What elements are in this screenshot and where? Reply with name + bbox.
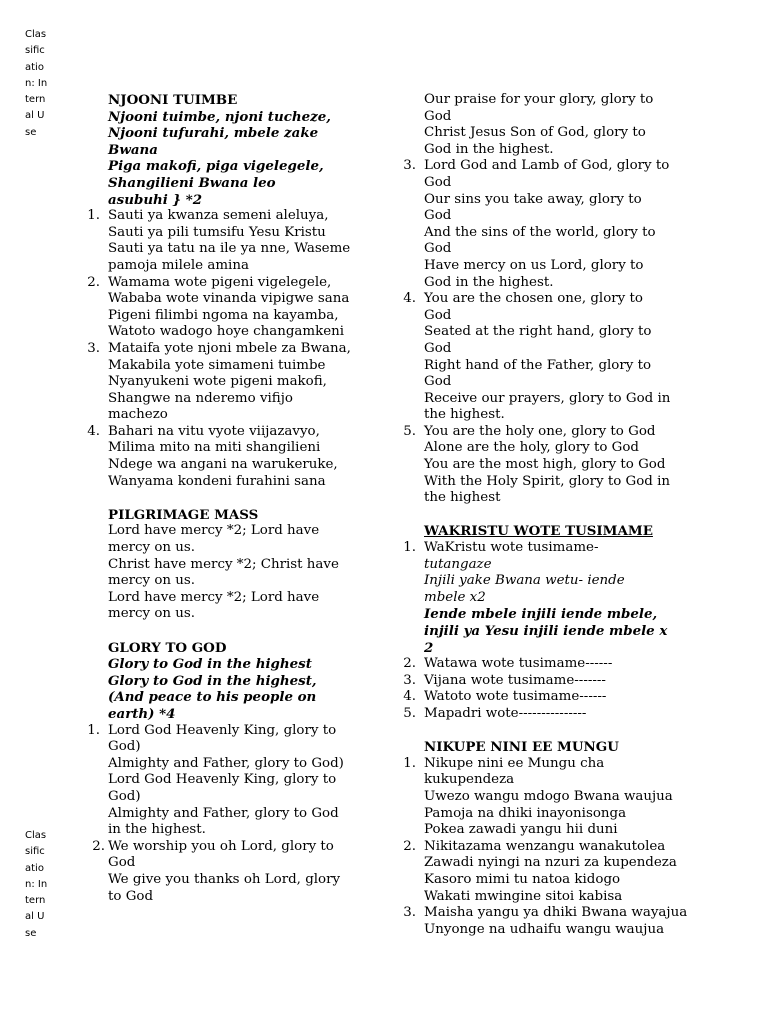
chorus-line: Njooni tufurahi, mbele zake — [108, 125, 319, 142]
verse-1 — [400, 540, 690, 656]
verse-line: the highest. — [424, 407, 505, 423]
verse-line: Receive our prayers, glory to God in — [424, 390, 671, 406]
verse-number: 2. — [87, 274, 100, 290]
section-title-pilgrimage-mass: PILGRIMAGE MASS — [108, 506, 259, 523]
verse-line: to God — [108, 888, 154, 904]
left-column — [84, 92, 364, 905]
verse-number: 1. — [403, 540, 416, 556]
verse-line: Pokea zawadi yangu hii duni — [424, 822, 618, 838]
verse-number: 5. — [403, 705, 416, 721]
list-item — [400, 673, 690, 690]
verse-line: Watoto wadogo hoye changamkeni — [108, 324, 345, 340]
verse-line: Injili yake Bwana wetu- iende — [424, 573, 625, 589]
verse-line: Maisha yangu ya dhiki Bwana wayajua — [424, 905, 688, 921]
text-line: Lord have mercy *2; Lord have — [108, 589, 320, 605]
verse-2 — [84, 839, 364, 905]
verse-line: Unyonge na udhaifu wangu waujua — [424, 921, 665, 937]
section-title-wakristu: WAKRISTU WOTE TUSIMAME — [424, 523, 653, 540]
chorus-line: Shangilieni Bwana leo — [108, 174, 276, 191]
verse-line: You are the most high, glory to God — [424, 457, 666, 473]
verse-line: Our sins you take away, glory to — [424, 191, 642, 207]
verse-line: Zawadi nyingi na nzuri za kupendeza — [424, 855, 677, 871]
verse-line: God — [424, 241, 452, 257]
verse-line: God — [424, 374, 452, 390]
verse-line: Kasoro mimi tu natoa kidogo — [424, 871, 621, 887]
chorus-line: Iende mbele injili iende mbele, — [424, 606, 658, 623]
verse-line: We give you thanks oh Lord, glory — [108, 871, 341, 887]
verse-5 — [400, 424, 690, 507]
verse-line: Nyanyukeni wote pigeni makofi, — [108, 374, 327, 390]
verse-number: 3. — [403, 905, 416, 921]
verse-3 — [400, 905, 690, 938]
verse-number: 2. — [403, 656, 416, 672]
verse-line: God — [424, 340, 452, 356]
verse-line: God — [424, 307, 452, 323]
verse-number: 1. — [87, 208, 100, 224]
verse-number: 3. — [403, 158, 416, 174]
chorus-line: asubuhi } *2 — [108, 191, 203, 208]
right-column — [400, 92, 690, 938]
verse-line: Almighty and Father, glory to God) — [108, 755, 344, 771]
verse-line: Almighty and Father, glory to God — [108, 805, 339, 821]
verse-line: Uwezo wangu mdogo Bwana waujua — [424, 788, 673, 804]
verse-line: God in the highest. — [424, 274, 554, 290]
verse-number: 4. — [403, 689, 416, 705]
verse-line: Sauti ya tatu na ile ya nne, Waseme — [108, 241, 351, 257]
text-line: Christ Jesus Son of God, glory to — [424, 125, 646, 141]
verse-1 — [84, 723, 364, 839]
section-title-njooni-tuimbe: NJOONI TUIMBE — [108, 92, 238, 108]
verse-line: Bahari na vitu vyote viijazavyo, — [108, 423, 320, 439]
verse-line: And the sins of the world, glory to — [424, 224, 656, 240]
list-item — [400, 656, 690, 673]
verse-number: 4. — [87, 423, 100, 439]
verse-line: Wanyama kondeni furahini sana — [108, 473, 326, 489]
verse-line: Alone are the holy, glory to God — [424, 440, 640, 456]
verse-line: Watoto wote tusimame------ — [424, 689, 607, 705]
verse-number: 5. — [403, 423, 416, 439]
verse-line: Wakati mwingine sitoi kabisa — [424, 888, 623, 904]
chorus-line: injili ya Yesu injili iende mbele x — [424, 623, 668, 639]
verse-line: You are the holy one, glory to God — [424, 423, 656, 439]
verse-number: 4. — [403, 291, 416, 307]
text-line: mercy on us. — [108, 540, 196, 556]
text-line: Our praise for your glory, glory to — [424, 92, 654, 107]
verse-line: in the highest. — [108, 822, 206, 838]
text-line: Lord have mercy *2; Lord have — [108, 523, 320, 539]
chorus-line: (And peace to his people on — [108, 689, 317, 706]
verse-line: Sauti ya pili tumsifu Yesu Kristu — [108, 224, 326, 240]
verse-line: Milima mito na miti shangilieni — [108, 440, 321, 456]
verse-line: the highest — [424, 490, 501, 506]
verse-line: Nikitazama wenzangu wanakutolea — [424, 838, 666, 854]
verse-number: 1. — [403, 755, 416, 771]
verse-line: Lord God Heavenly King, glory to — [108, 772, 337, 788]
verse-2 — [84, 275, 364, 341]
verse-2 — [400, 839, 690, 905]
text-line: mercy on us. — [108, 573, 196, 589]
verse-line: Pamoja na dhiki inayonisonga — [424, 805, 627, 821]
chorus-line: Glory to God in the highest — [108, 656, 312, 673]
verse-line: Makabila yote simameni tuimbe — [108, 357, 326, 373]
verse-line: machezo — [108, 407, 168, 423]
verse-line: God — [108, 855, 136, 871]
verse-number: 2. — [92, 838, 105, 854]
verse-number: 2. — [403, 838, 416, 854]
verse-line: Mapadri wote--------------- — [424, 705, 587, 721]
verse-line: With the Holy Spirit, glory to God in — [424, 473, 671, 489]
verse-line: God — [424, 208, 452, 224]
verse-line: WaKristu wote tusimame- — [424, 540, 599, 556]
chorus-line: Njooni tuimbe, njoni tucheze, — [108, 108, 331, 125]
verse-1 — [400, 756, 690, 839]
verse-line: Seated at the right hand, glory to — [424, 324, 652, 340]
verse-line: pamoja milele amina — [108, 257, 249, 273]
text-line: God — [424, 108, 452, 124]
verse-line: Watawa wote tusimame------ — [424, 656, 613, 672]
text-line: Christ have mercy *2; Christ have — [108, 556, 339, 572]
verse-line: mbele x2 — [424, 589, 486, 605]
list-item — [400, 689, 690, 706]
verse-line: Ndege wa angani na warukeruke, — [108, 457, 338, 473]
verse-line: Have mercy on us Lord, glory to — [424, 257, 644, 273]
chorus-line: earth) *4 — [108, 705, 176, 722]
verse-line: tutangaze — [424, 556, 492, 572]
verse-line: Nikupe nini ee Mungu cha kukupendeza — [424, 755, 605, 788]
chorus-line: 2 — [424, 639, 434, 656]
verse-line: Lord God and Lamb of God, glory to — [424, 158, 670, 174]
verse-4 — [84, 424, 364, 490]
verse-3 — [400, 158, 690, 291]
verse-4 — [400, 291, 690, 424]
chorus-line: Piga makofi, piga vigelegele, — [108, 158, 324, 175]
chorus-line: Glory to God in the highest, — [108, 672, 317, 689]
verse-line: Shangwe na nderemo vifijo — [108, 390, 293, 406]
classification-label-bottom: Classification: Internal Use — [25, 830, 48, 939]
verse-line: We worship you oh Lord, glory to — [108, 838, 334, 854]
verse-line: Lord God Heavenly King, glory to — [108, 722, 337, 738]
verse-number: 3. — [87, 340, 100, 356]
verse-line: Mataifa yote njoni mbele za Bwana, — [108, 340, 351, 356]
text-line: mercy on us. — [108, 606, 196, 622]
chorus-line: Bwana — [108, 141, 158, 158]
verse-line: You are the chosen one, glory to — [424, 291, 643, 307]
verse-line: Pigeni filimbi ngoma na kayamba, — [108, 307, 339, 323]
verse-line: God) — [108, 788, 141, 804]
verse-line: Wamama wote pigeni vigelegele, — [108, 274, 332, 290]
section-title-nikupe: NIKUPE NINI EE MUNGU — [424, 739, 619, 756]
verse-line: God — [424, 174, 452, 190]
verse-line: Right hand of the Father, glory to — [424, 357, 652, 373]
verse-line: Sauti ya kwanza semeni aleluya, — [108, 208, 329, 224]
verse-line: God) — [108, 739, 141, 755]
list-item — [400, 706, 690, 723]
text-line: God in the highest. — [424, 141, 554, 157]
verse-line: Wababa wote vinanda vipigwe sana — [108, 291, 350, 307]
verse-1 — [84, 208, 364, 274]
verse-line: Vijana wote tusimame------- — [424, 672, 606, 688]
verse-3 — [84, 341, 364, 424]
verse-number: 3. — [403, 672, 416, 688]
classification-label-top: Classification: Internal Use — [25, 29, 48, 138]
section-title-glory-to-god: GLORY TO GOD — [108, 639, 227, 656]
verse-number: 1. — [87, 722, 100, 738]
